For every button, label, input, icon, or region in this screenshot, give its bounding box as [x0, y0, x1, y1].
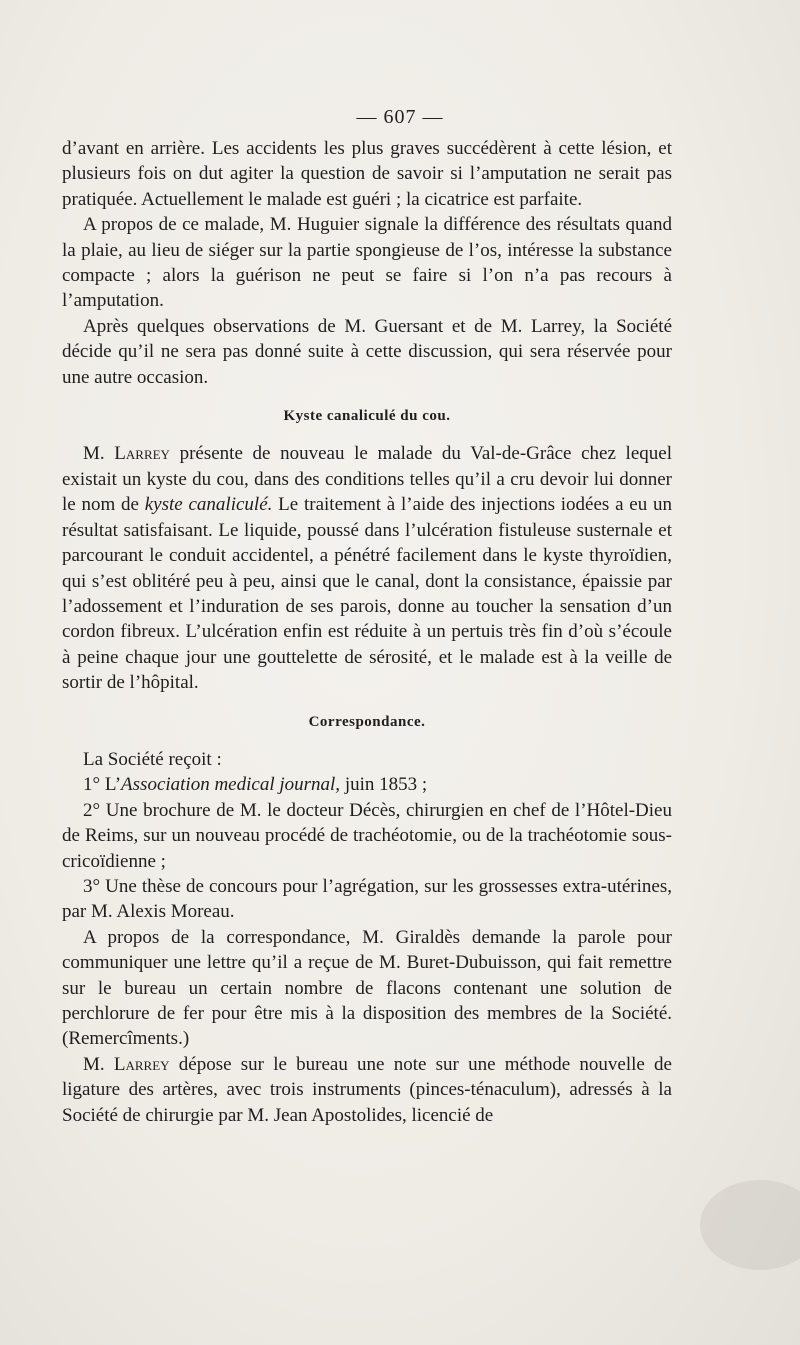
speaker-prefix: M. — [83, 1053, 114, 1075]
paragraph-larrey-kyste — [62, 441, 672, 695]
list-item-3: 3° Une thèse de concours pour l’agrégation, sur les grossesses extra-utérines, par M. Alexis Moreau. — [62, 875, 672, 923]
speaker-name: Larrey — [114, 443, 170, 465]
paragraph-societe-recoit: La Société reçoit : — [83, 748, 222, 770]
item-number: 1° L’ — [83, 774, 122, 796]
paragraph-larrey-note — [62, 1052, 672, 1128]
body-text — [62, 136, 672, 1128]
page-number: — 607 — — [356, 106, 444, 128]
section-heading-kyste: Kyste canaliculé du cou. — [283, 408, 451, 425]
italic-title: Association medical journal, — [121, 774, 341, 796]
paragraph-text: dépose sur le bureau une note sur une méthode nouvelle de ligature des artères, avec trois instruments (pinces-ténaculum), adressés à la Société de chirurgie par M. Jean Apostolides, licencié de — [62, 1053, 672, 1126]
list-item-2: 2° Une brochure de M. le docteur Décès, chirurgien en chef de l’Hôtel-Dieu de Reims, sur un nouveau procédé de trachéotomie, ou de la trachéotomie sous-cricoïdienne ; — [62, 799, 672, 872]
italic-term: kyste canaliculé. — [144, 494, 273, 516]
item-text: juin 1853 ; — [340, 774, 428, 796]
paragraph-guersant: Après quelques observations de M. Guersant et de M. Larrey, la Société décide qu’il ne sera pas donné suite à cette discussion, qui sera réservée pour une autre occasion. — [62, 315, 672, 388]
paragraph-text: Le traitement à l’aide des injections iodées a eu un résultat satisfaisant. Le liquide, poussé dans l’ulcération fistuleuse susternale et parcourant le conduit accidentel, a pénétré facilement dans le kyste thyroïdien, qui s’est oblitéré peu à peu, ainsi que le canal, dont la consistance, épaissie par l’adossement et l’induration de ses parois, donne au toucher la sensation d’un cordon fibreux. L’ulcération enfin est réduite à un pertuis très fin d’où s’écoule à peine chaque jour une gouttelette de sérosité, et le malade est à la veille de sortir de l’hôpital. — [62, 494, 672, 694]
paper-stain — [700, 1180, 800, 1270]
paragraph-continuation: d’avant en arrière. Les accidents les plus graves succédèrent à cette lésion, et plusieurs fois on dut agiter la question de savoir si l’amputation ne serait pas pratiquée. Actuellement le malade est guéri ; la cicatrice est parfaite. — [62, 138, 672, 210]
speaker-name: Larrey — [113, 1053, 170, 1075]
paragraph-text: présente de nouveau le malade du Val-de-Grâce chez lequel existait un kyste du cou, dans des conditions telles qu’il a cru devoir lui donner le nom de — [62, 443, 672, 516]
paragraph-giraldes: A propos de la correspondance, M. Giraldès demande la parole pour communiquer une lettre qu’il a reçue de M. Buret-Dubuisson, qui fait remettre sur le bureau un certain nombre de flacons contenant une solution de perchlorure de fer pour être mis à la disposition des membres de la Société. (Remercîments.) — [62, 926, 672, 1050]
list-item-1 — [62, 772, 672, 797]
paragraph-huguier: A propos de ce malade, M. Huguier signale la différence des résultats quand la plaie, au lieu de siéger sur la partie spongieuse de l’os, intéresse la substance compacte ; alors la guérison ne peut se faire si l’on n’a pas recours à l’amputation. — [62, 214, 672, 312]
speaker-prefix: M. — [83, 443, 115, 465]
section-heading-correspondance: Correspondance. — [308, 713, 426, 730]
